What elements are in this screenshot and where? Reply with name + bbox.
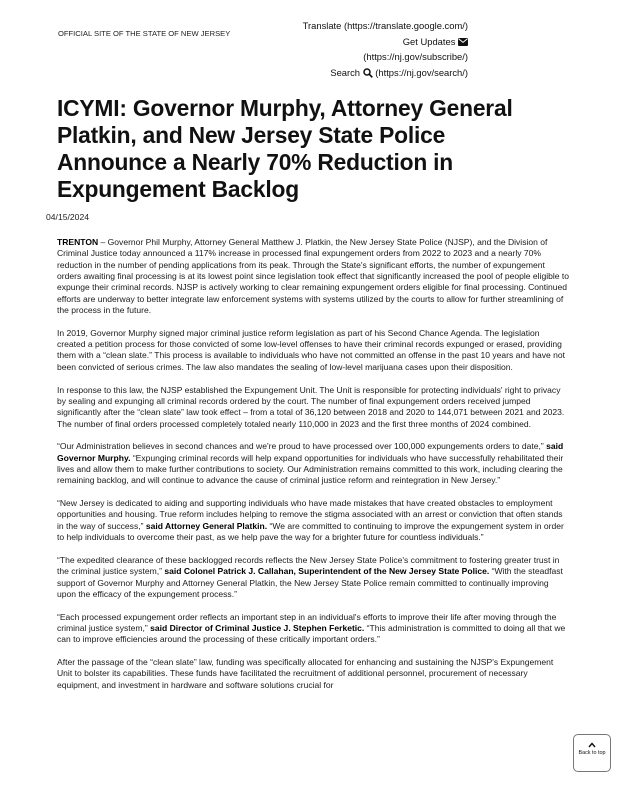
subscribe-url[interactable]: (https://nj.gov/subscribe/)	[363, 51, 468, 62]
paragraph-5: “New Jersey is dedicated to aiding and supporting individuals who have made mistakes that have created obstacles to employment opportunities and housing. True reform includes helping to remove the stigma associated with an arrest or conviction that often stands in the way of success,” said Attorney General Platkin. “We are committed to continuing to improve the expungement system in order to help individuals to overcome their past, as we help pave the way for a brighter future for countless individuals.”	[57, 498, 564, 543]
get-updates-link[interactable]	[303, 34, 468, 50]
paragraph-2: In 2019, Governor Murphy signed major criminal justice reform legislation as part of his Second Chance Agenda. The legislation created a petition process for those convicted of some low-level offenses to have their criminal records expunged or erased, providing them with a “clean slate.” This process is available to individuals who have not committed an offense in the past 10 years and have not been convicted of serious crimes. The law also mandates the sealing of low-level marijuana cases upon their disposition.	[57, 327, 566, 372]
dateline: TRENTON	[57, 237, 99, 247]
paragraph-7: “Each processed expungement order reflects an important step in an individual's efforts to improve their life after moving through the criminal justice system,” said Director of Criminal Justice J. Stephen Ferketic. “This administration is committed to doing all that we can to improve efficiencies around the processing of these critically important orders.”	[57, 611, 566, 645]
speaker-attribution: said Director of Criminal Justice J. Stephen Ferketic.	[147, 622, 365, 633]
utility-links	[303, 18, 468, 80]
envelope-icon	[458, 38, 468, 46]
page-title: ICYMI: Governor Murphy, Attorney General Platkin, and New Jersey State Police Announce a Nearly 70% Reduction in Expungement Backlog	[57, 95, 513, 202]
article-body	[57, 237, 569, 702]
search-url: (https://nj.gov/search/)	[375, 66, 468, 78]
paragraph-3: In response to this law, the NJSP established the Expungement Unit. The Unit is responsible for protecting individuals' right to privacy by sealing and expunging all criminal records ordered by the court. The number of final expungement orders received jumped significantly after the “clean slate” law took effect – from a total of 36,120 between 2018 and 2020 to 144,071 between 2021 and 2023. The number of final orders processed completely totaled nearly 110,000 in 2023 and the first three months of 2024 combined.	[57, 384, 565, 429]
paragraph-6: “The expedited clearance of these backlogged records reflects the New Jersey State Police's commitment to fostering greater trust in the criminal justice system,” said Colonel Patrick J. Callahan, Superintendent of the New Jersey State Police. “With the steadfast support of Governor Murphy and Attorney General Platkin, the New Jersey State Police remain committed to continually improving upon the efficacy of the expungement process.”	[57, 554, 563, 599]
translate-link[interactable]: Translate (https://translate.google.com/)	[302, 20, 468, 31]
paragraph-8: After the passage of the “clean slate” law, funding was specifically allocated for enhancing and sustaining the NJSP's Expungement Unit to bolster its capabilities. These funds have facilitated the recruitment of additional personnel, procurement of necessary equipment, and investment in hardware and software solutions crucial for	[57, 657, 554, 690]
paragraph-1: TRENTON – Governor Phil Murphy, Attorney General Matthew J. Platkin, the New Jersey State Police (NJSP), and the Division of Criminal Justice today announced a 117% increase in processed final expungement orders from 2022 to 2023 and a nearly 70% reduction in the number of pending applications from its peak. Through the State's significant efforts, the number of expungement orders awaiting final processing is at its lowest point since legislation took effect that significantly increased the pool of people eligible to expunge their criminal records. NJSP is actively working to clear remaining expungement orders eligible for final processing. Continued efforts are underway to better integrate law enforcement systems with systems utilized by the courts to allow for further streamlining of the process in the future.	[57, 237, 569, 316]
search-label: Search	[330, 66, 361, 78]
search-link[interactable]	[303, 65, 468, 81]
paragraph-4: “Our Administration believes in second chances and we're proud to have processed over 100,000 expungements orders to date,” said Governor Murphy. “Expunging criminal records will help expand opportunities for individuals who have successfully rehabilitated their lives and allow them to make further contributions to society. Our Administration remains committed to this work, including clearing the remaining backlog, and will continue to advance the cause of criminal justice reform and reintegration in New Jersey.”	[57, 441, 564, 486]
speaker-attribution: said Governor Murphy.	[57, 441, 564, 463]
get-updates-label: Get Updates	[402, 35, 456, 47]
back-to-top-label: Back to top	[578, 750, 606, 756]
speaker-attribution: said Attorney General Platkin.	[143, 520, 268, 531]
chevron-up-icon	[588, 742, 596, 748]
back-to-top-button[interactable]	[573, 734, 611, 772]
official-site-label: OFFICIAL SITE OF THE STATE OF NEW JERSEY	[58, 29, 231, 38]
publish-date: 04/15/2024	[46, 212, 90, 222]
search-icon	[363, 68, 373, 78]
speaker-attribution: said Colonel Patrick J. Callahan, Superintendent of the New Jersey State Police.	[161, 566, 490, 577]
